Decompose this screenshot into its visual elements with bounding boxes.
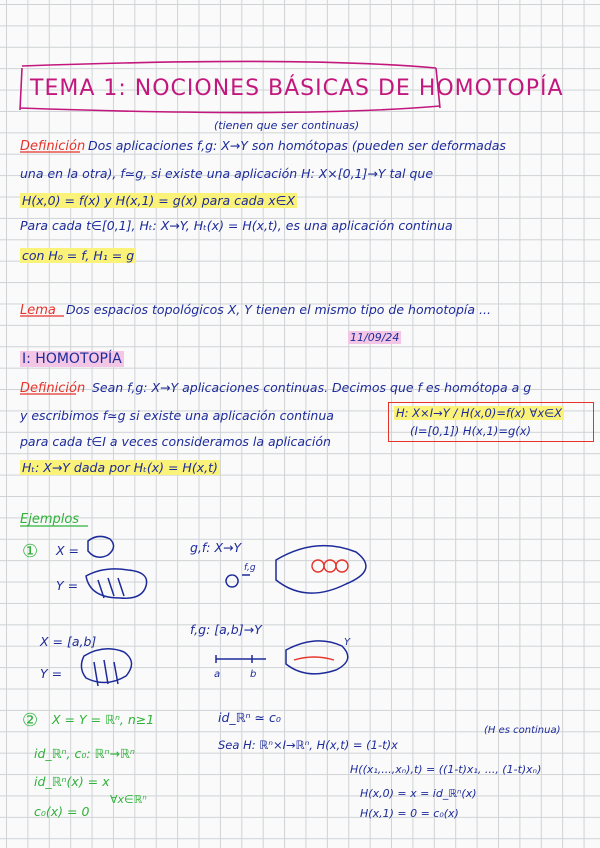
ex2-id: id_ℝⁿ(x) = x [34, 774, 110, 789]
ex1-fg2: f,g: [a,b]→Y [190, 622, 262, 637]
ex1-x: X = [56, 543, 80, 558]
date [348, 332, 401, 343]
ex2-l1: H((x₁,...,xₙ),t) = ((1-t)x₁, ..., (1-t)xₙ) [350, 763, 542, 776]
ex2-ids: id_ℝⁿ, c₀: ℝⁿ→ℝⁿ [34, 746, 135, 761]
def2-line2: y escribimos f≃g si existe una aplicación continua [20, 408, 334, 423]
date-text: 11/09/24 [350, 331, 400, 344]
note-continuas: (tienen que ser continuas) [214, 119, 360, 132]
def1-line4: Para cada t∈[0,1], Hₜ: X→Y, Hₜ(x) = H(x,t), es una aplicación continua [20, 218, 453, 233]
def2-line3: para cada t∈I a veces consideramos la aplicación [20, 434, 331, 449]
def1-label: Definición [20, 139, 86, 154]
examples-label: Ejemplos [20, 512, 80, 527]
page-title: TEMA 1: NOCIONES BÁSICAS DE HOMOTOPÍA [30, 76, 564, 101]
lema-label: Lema [20, 303, 56, 318]
def1-line2: una en la otra), f≃g, si existe una aplicación H: X×[0,1]→Y tal que [20, 166, 434, 181]
ex2-l3: H(x,1) = 0 = c₀(x) [360, 807, 459, 820]
def2-box-line1 [394, 408, 564, 420]
def2-box-line1-text: H: X×I→Y / H(x,0)=f(x) ∀x∈X [396, 406, 563, 420]
def1-line5 [20, 250, 136, 263]
def1-line3 [20, 195, 297, 208]
ex2-l2: H(x,0) = x = id_ℝⁿ(x) [360, 787, 477, 800]
ex2-cont: (H es continua) [484, 725, 561, 736]
ex2-number: ② [22, 710, 39, 731]
def2-label: Definición [20, 381, 86, 396]
ex1-blobs [81, 536, 366, 686]
def2-box-line2: (I=[0,1]) H(x,1)=g(x) [410, 424, 532, 438]
ex2-c0: c₀(x) = 0 [34, 804, 90, 819]
ex2-claim: id_ℝⁿ ≃ c₀ [218, 710, 281, 725]
section-title-text: I: HOMOTOPÍA [22, 351, 122, 367]
section-title [20, 352, 124, 366]
ex1-fg: g,f: X→Y [190, 540, 242, 555]
ex1-y: Y = [56, 578, 79, 593]
def2-line4-text: Hₜ: X→Y dada por Hₜ(x) = H(x,t) [22, 460, 218, 475]
ex1-b: b [250, 669, 257, 680]
ex2-head: X = Y = ℝⁿ, n≥1 [52, 712, 155, 727]
ex1-number: ① [22, 541, 39, 562]
def2-line1: Sean f,g: X→Y aplicaciones continuas. Decimos que f es homótopa a g [92, 380, 532, 395]
ex1-y2: Y = [40, 666, 63, 681]
lema-text: Dos espacios topológicos X, Y tienen el mismo tipo de homotopía ... [66, 302, 491, 317]
def1-line5-text: con H₀ = f, H₁ = g [22, 248, 135, 263]
ex2-sea: Sea H: ℝⁿ×I→ℝⁿ, H(x,t) = (1-t)x [218, 738, 398, 752]
ex1-a: a [214, 669, 221, 680]
def1-line3-text: H(x,0) = f(x) y H(x,1) = g(x) para cada x∈X [22, 193, 296, 208]
ex1-ylabel: Y [344, 637, 351, 648]
ex1-arrow-label: f,g [244, 563, 256, 573]
def2-line4 [20, 462, 220, 475]
def1-line1: Dos aplicaciones f,g: X→Y son homótopas (pueden ser deformadas [88, 138, 506, 153]
ex1-x2: X = [a,b] [40, 634, 97, 649]
ex2-forall: ∀x∈ℝⁿ [110, 793, 147, 806]
